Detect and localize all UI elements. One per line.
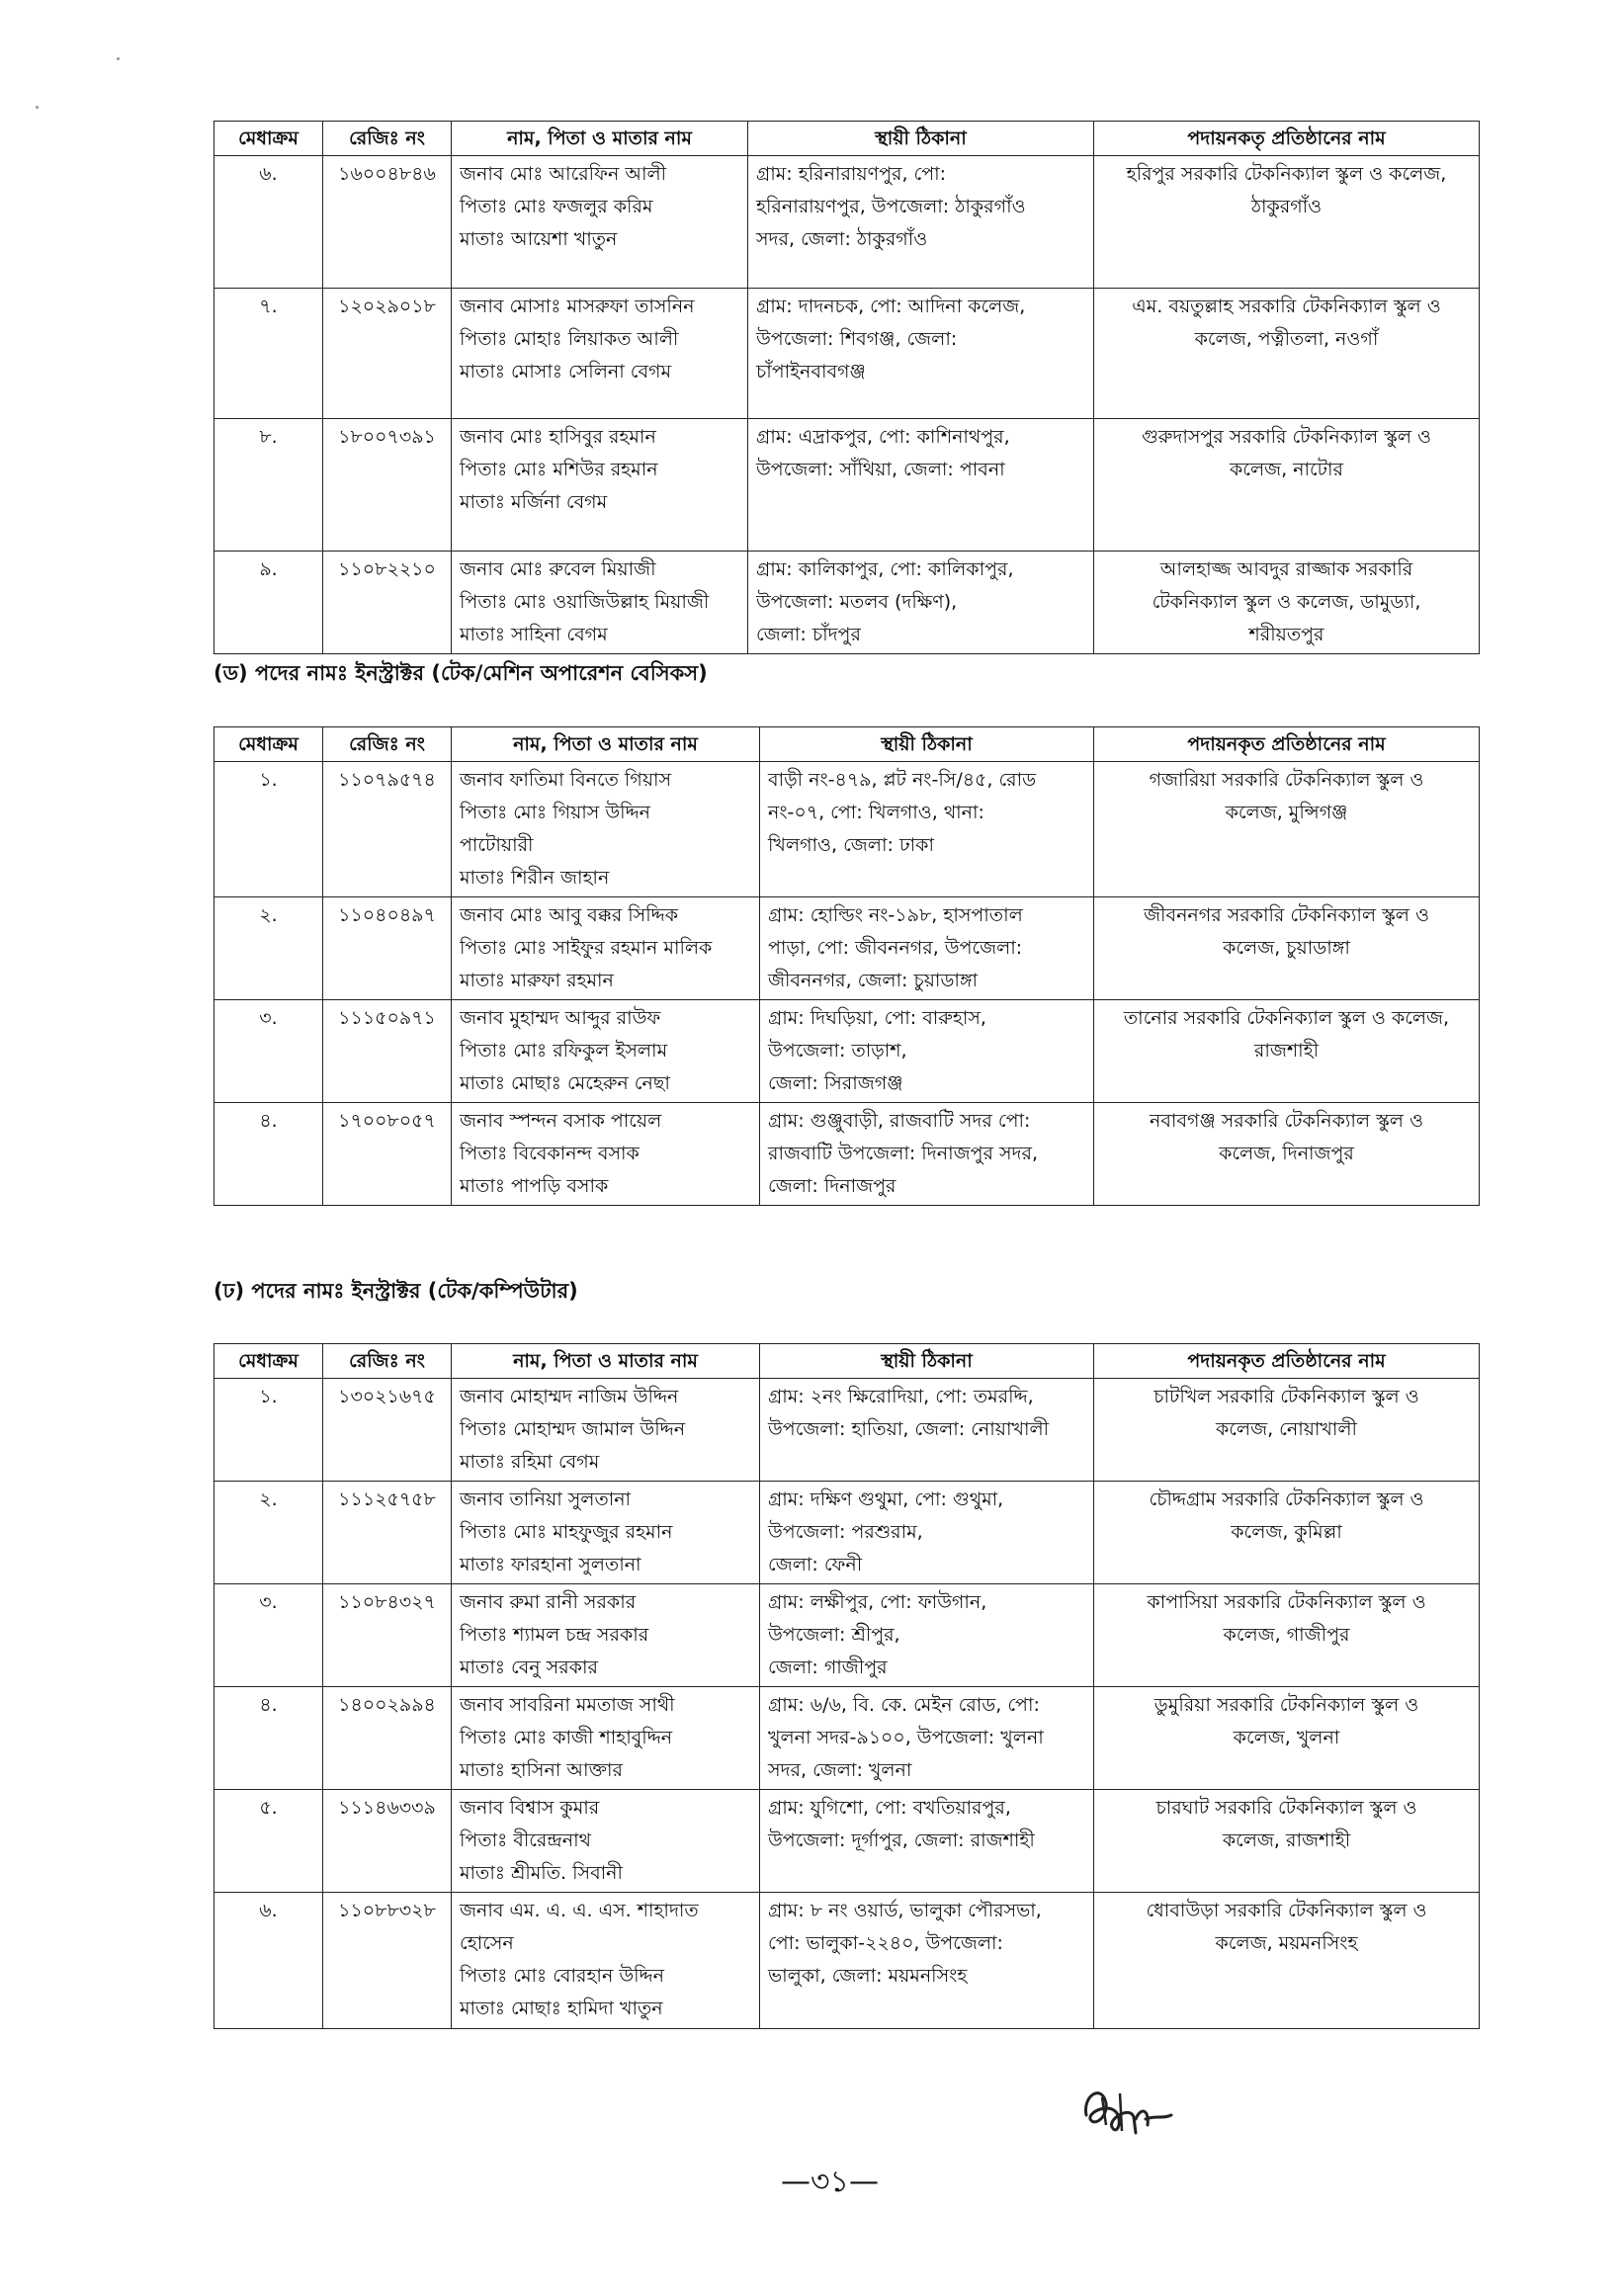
serial-cell: ৭.: [214, 289, 323, 419]
address-cell: [748, 289, 1094, 419]
name-cell: [452, 1103, 760, 1206]
name-cell-line: মাতাঃ পাপড়ি বসাক: [460, 1175, 609, 1197]
serial-cell: ২.: [214, 897, 323, 1000]
col-name-header: নাম, পিতা ও মাতার নাম: [452, 727, 760, 762]
name-cell-line: মাতাঃ হাসিনা আক্তার: [460, 1759, 623, 1781]
name-cell: [452, 419, 748, 552]
institute-cell-line: কলেজ, ময়মনসিংহ: [1215, 1932, 1358, 1954]
institute-cell: [1094, 1000, 1480, 1103]
name-cell-line: মাতাঃ মোছাঃ মেহেরুন নেছা: [460, 1072, 670, 1094]
signature-icon: [1072, 2076, 1181, 2145]
name-cell-line: জনাব মোসাঃ মাসরুফা তাসনিন: [460, 296, 695, 317]
institute-cell: [1094, 419, 1480, 552]
institute-cell-line: আলহাজ্জ আবদুর রাজ্জাক সরকারি: [1159, 558, 1413, 580]
name-cell-line: পিতাঃ মোঃ গিয়াস উদ্দিন: [460, 802, 651, 823]
address-cell: [760, 1687, 1094, 1790]
section2-heading: (ড) পদের নামঃ ইনস্ট্রাক্টর (টেক/মেশিন অপারেশন বেসিকস): [214, 661, 708, 685]
reg-number-cell: ১১০৮২২১০: [323, 552, 452, 654]
table-row: [214, 1790, 1480, 1893]
address-cell-line: গ্রাম: হরিনারায়ণপুর, পো:: [756, 163, 947, 185]
name-cell-line: পিতাঃ মোঃ মাহফুজুর রহমান: [460, 1521, 673, 1543]
scan-speck: [117, 57, 120, 60]
reg-number-cell: ১১১৫০৯৭১: [323, 1000, 452, 1103]
name-cell-line: মাতাঃ বেনু সরকার: [460, 1657, 598, 1678]
institute-cell-line: ধোবাউড়া সরকারি টেকনিক্যাল স্কুল ও: [1146, 1900, 1427, 1921]
name-cell-line: মাতাঃ ফারহানা সুলতানা: [460, 1554, 641, 1575]
address-cell-line: গ্রাম: দাদনচক, পো: আদিনা কলেজ,: [756, 296, 1026, 317]
address-cell-line: গ্রাম: ২নং ক্ষিরোদিয়া, পো: তমরদ্দি,: [768, 1386, 1034, 1407]
name-cell-line: পিতাঃ মোঃ কাজী শাহাবুদ্দিন: [460, 1727, 673, 1748]
name-cell-line: মাতাঃ মারুফা রহমান: [460, 970, 614, 991]
address-cell-line: খুলনা সদর-৯১০০, উপজেলা: খুলনা: [768, 1727, 1044, 1748]
name-cell-line: পিতাঃ বিবেকানন্দ বসাক: [460, 1143, 640, 1164]
serial-cell: ১.: [214, 762, 323, 897]
name-cell-line: মাতাঃ আয়েশা খাতুন: [460, 228, 618, 250]
name-cell-line: জনাব মোঃ আবু বক্কর সিদ্দিক: [460, 904, 679, 926]
address-cell: [760, 1893, 1094, 2029]
name-cell-line: জনাব সাবরিনা মমতাজ সাথী: [460, 1694, 675, 1716]
serial-cell: ৬.: [214, 1893, 323, 2029]
address-cell-line: গ্রাম: লক্ষীপুর, পো: ফাউগান,: [768, 1591, 987, 1613]
address-cell-line: নং-০৭, পো: খিলগাও, থানা:: [768, 802, 984, 823]
reg-number-cell: ১৪০০২৯৯৪: [323, 1687, 452, 1790]
institute-cell-line: নবাবগঞ্জ সরকারি টেকনিক্যাল স্কুল ও: [1150, 1110, 1423, 1132]
table-header-row: [214, 122, 1480, 156]
address-cell-line: রাজবাটি উপজেলা: দিনাজপুর সদর,: [768, 1143, 1038, 1164]
name-cell-line: জনাব বিশ্বাস কুমার: [460, 1797, 600, 1819]
address-cell-line: গ্রাম: যুগিশো, পো: বখতিয়ারপুর,: [768, 1797, 1011, 1819]
address-cell-line: উপজেলা: তাড়াশ,: [768, 1040, 907, 1062]
institute-cell-line: ডুমুরিয়া সরকারি টেকনিক্যাল স্কুল ও: [1153, 1694, 1419, 1716]
institute-cell: [1094, 1103, 1480, 1206]
institute-cell-line: তানোর সরকারি টেকনিক্যাল স্কুল ও কলেজ,: [1123, 1007, 1450, 1029]
address-cell-line: জেলা: চাঁদপুর: [756, 624, 861, 645]
name-cell-line: পিতাঃ শ্যামল চন্দ্র সরকার: [460, 1624, 649, 1646]
name-cell-line: হোসেন: [460, 1932, 514, 1954]
address-cell: [760, 1103, 1094, 1206]
institute-cell-line: টেকনিক্যাল স্কুল ও কলেজ, ডামুড্যা,: [1152, 591, 1421, 613]
reg-number-cell: ১১১২৫৭৫৮: [323, 1482, 452, 1584]
institute-cell-line: কলেজ, খুলনা: [1233, 1727, 1340, 1748]
serial-cell: ১.: [214, 1379, 323, 1482]
institute-cell: [1094, 897, 1480, 1000]
name-cell-line: মাতাঃ শিরীন জাহান: [460, 867, 610, 889]
institute-cell-line: কলেজ, কুমিল্লা: [1231, 1521, 1342, 1543]
address-cell-line: গ্রাম: ৮ নং ওয়ার্ড, ভালুকা পৌরসভা,: [768, 1900, 1042, 1921]
name-cell-line: জনাব মোহাম্মদ নাজিম উদ্দিন: [460, 1386, 679, 1407]
address-cell-line: উপজেলা: হাতিয়া, জেলা: নোয়াখালী: [768, 1418, 1050, 1440]
name-cell-line: জনাব মোঃ রুবেল মিয়াজী: [460, 558, 656, 580]
table-row: [214, 1379, 1480, 1482]
name-cell-line: মাতাঃ মোসাঃ সেলিনা বেগম: [460, 361, 672, 383]
institute-cell-line: চারঘাট সরকারি টেকনিক্যাল স্কুল ও: [1155, 1797, 1417, 1819]
address-cell-line: জেলা: দিনাজপুর: [768, 1175, 897, 1197]
address-cell-line: জীবননগর, জেলা: চুয়াডাঙ্গা: [768, 970, 979, 991]
col-address-header: স্থায়ী ঠিকানা: [760, 1344, 1094, 1379]
institute-cell-line: কলেজ, চুয়াডাঙ্গা: [1223, 937, 1350, 959]
institute-cell-line: কলেজ, নাটোর: [1230, 459, 1343, 480]
reg-number-cell: ১৩০২১৬৭৫: [323, 1379, 452, 1482]
reg-number-cell: ১১১৪৬৩৩৯: [323, 1790, 452, 1893]
name-cell-line: জনাব তানিয়া সুলতানা: [460, 1488, 632, 1510]
section2-table: [214, 726, 1480, 1206]
name-cell-line: পিতাঃ মোঃ ফজলুর করিম: [460, 196, 653, 217]
table-header-row: [214, 1344, 1480, 1379]
name-cell-line: জনাব ফাতিমা বিনতে গিয়াস: [460, 769, 672, 791]
table-row: [214, 1482, 1480, 1584]
reg-number-cell: ১১০৭৯৫৭৪: [323, 762, 452, 897]
address-cell-line: গ্রাম: ৬/৬, বি. কে. মেইন রোড, পো:: [768, 1694, 1040, 1716]
table-row: [214, 762, 1480, 897]
col-institute-header: পদায়নকতৃ প্রতিষ্ঠানের নাম: [1094, 122, 1480, 156]
table-row: [214, 897, 1480, 1000]
reg-number-cell: ১২০২৯০১৮: [323, 289, 452, 419]
institute-cell-line: কলেজ, নোয়াখালী: [1215, 1418, 1357, 1440]
name-cell-line: পাটোয়ারী: [460, 834, 534, 856]
institute-cell-line: চাটখিল সরকারি টেকনিক্যাল স্কুল ও: [1153, 1386, 1419, 1407]
institute-cell: [1094, 156, 1480, 289]
col-address-header: স্থায়ী ঠিকানা: [748, 122, 1094, 156]
name-cell-line: পিতাঃ মোঃ রফিকুল ইসলাম: [460, 1040, 668, 1062]
institute-cell: [1094, 1893, 1480, 2029]
section3-table: [214, 1343, 1480, 2029]
table-row: [214, 1584, 1480, 1687]
scan-speck: [36, 106, 39, 109]
address-cell: [760, 1000, 1094, 1103]
institute-cell-line: কলেজ, পত্নীতলা, নওগাঁ: [1194, 328, 1379, 350]
institute-cell-line: কলেজ, মুন্সিগঞ্জ: [1225, 802, 1348, 823]
serial-cell: ৩.: [214, 1584, 323, 1687]
name-cell-line: মাতাঃ শ্রীমতি. সিবানী: [460, 1862, 623, 1884]
institute-cell: [1094, 552, 1480, 654]
table-header-row: [214, 727, 1480, 762]
table-row: [214, 1103, 1480, 1206]
address-cell-line: খিলগাও, জেলা: ঢাকা: [768, 834, 934, 856]
institute-cell: [1094, 762, 1480, 897]
address-cell-line: উপজেলা: পরশুরাম,: [768, 1521, 923, 1543]
serial-cell: ৬.: [214, 156, 323, 289]
address-cell-line: উপজেলা: শিবগঞ্জ, জেলা:: [756, 328, 958, 350]
table-row: [214, 1000, 1480, 1103]
name-cell: [452, 1687, 760, 1790]
name-cell-line: জনাব স্পন্দন বসাক পায়েল: [460, 1110, 662, 1132]
reg-number-cell: ১৭০০৮০৫৭: [323, 1103, 452, 1206]
address-cell-line: গ্রাম: এদ্রাকপুর, পো: কাশিনাথপুর,: [756, 426, 1010, 448]
name-cell-line: জনাব মোঃ আরেফিন আলী: [460, 163, 667, 185]
institute-cell-line: কলেজ, গাজীপুর: [1223, 1624, 1350, 1646]
address-cell-line: গ্রাম: দক্ষিণ গুথুমা, পো: গুথুমা,: [768, 1488, 1004, 1510]
address-cell-line: জেলা: সিরাজগঞ্জ: [768, 1072, 903, 1094]
address-cell-line: জেলা: গাজীপুর: [768, 1657, 888, 1678]
name-cell-line: জনাব মোঃ হাসিবুর রহমান: [460, 426, 656, 448]
address-cell-line: উপজেলা: দূর্গাপুর, জেলা: রাজশাহী: [768, 1829, 1035, 1851]
name-cell-line: পিতাঃ মোঃ ওয়াজিউল্লাহ মিয়াজী: [460, 591, 710, 613]
address-cell-line: উপজেলা: শ্রীপুর,: [768, 1624, 900, 1646]
name-cell-line: পিতাঃ মোঃ বোরহান উদ্দিন: [460, 1965, 664, 1987]
address-cell-line: বাড়ী নং-৪৭৯, প্লট নং-সি/৪৫, রোড: [768, 769, 1037, 791]
name-cell-line: জনাব রুমা রানী সরকার: [460, 1591, 637, 1613]
col-serial-header: মেধাক্রম: [214, 727, 323, 762]
institute-cell-line: কাপাসিয়া সরকারি টেকনিক্যাল স্কুল ও: [1147, 1591, 1426, 1613]
reg-number-cell: ১৮০০৭৩৯১: [323, 419, 452, 552]
address-cell-line: সদর, জেলা: খুলনা: [768, 1759, 912, 1781]
address-cell-line: জেলা: ফেনী: [768, 1554, 863, 1575]
serial-cell: ২.: [214, 1482, 323, 1584]
name-cell: [452, 762, 760, 897]
address-cell-line: গ্রাম: দিঘড়িয়া, পো: বারুহাস,: [768, 1007, 986, 1029]
reg-number-cell: ১১০৮৪৩২৭: [323, 1584, 452, 1687]
name-cell: [452, 156, 748, 289]
reg-number-cell: ১১০৮৮৩২৮: [323, 1893, 452, 2029]
institute-cell-line: ঠাকুরগাঁও: [1250, 196, 1323, 217]
serial-cell: ৩.: [214, 1000, 323, 1103]
institute-cell-line: গুরুদাসপুর সরকারি টেকনিক্যাল স্কুল ও: [1141, 426, 1432, 448]
name-cell: [452, 1379, 760, 1482]
address-cell-line: উপজেলা: মতলব (দক্ষিণ),: [756, 591, 958, 613]
name-cell: [452, 1000, 760, 1103]
col-serial-header: মেধাক্রম: [214, 1344, 323, 1379]
serial-cell: ৫.: [214, 1790, 323, 1893]
name-cell: [452, 1482, 760, 1584]
serial-cell: ৪.: [214, 1687, 323, 1790]
address-cell: [760, 1379, 1094, 1482]
address-cell: [760, 762, 1094, 897]
institute-cell: [1094, 1687, 1480, 1790]
reg-number-cell: ১৬০০৪৮৪৬: [323, 156, 452, 289]
name-cell: [452, 552, 748, 654]
address-cell-line: সদর, জেলা: ঠাকুরগাঁও: [756, 228, 928, 250]
col-reg-header: রেজিঃ নং: [323, 122, 452, 156]
address-cell-line: গ্রাম: হোল্ডিং নং-১৯৮, হাসপাতাল: [768, 904, 1023, 926]
name-cell-line: মাতাঃ মর্জিনা বেগম: [460, 491, 608, 513]
col-institute-header: পদায়নকৃত প্রতিষ্ঠানের নাম: [1094, 1344, 1480, 1379]
address-cell: [760, 1790, 1094, 1893]
name-cell: [452, 1584, 760, 1687]
institute-cell: [1094, 1790, 1480, 1893]
name-cell-line: পিতাঃ মোহাম্মদ জামাল উদ্দিন: [460, 1418, 686, 1440]
name-cell-line: মাতাঃ মোছাঃ হামিদা খাতুন: [460, 1998, 663, 2019]
address-cell-line: পাড়া, পো: জীবননগর, উপজেলা:: [768, 937, 1023, 959]
table-row: [214, 552, 1480, 654]
name-cell-line: পিতাঃ মোহাঃ লিয়াকত আলী: [460, 328, 679, 350]
table-row: [214, 1893, 1480, 2029]
address-cell: [760, 897, 1094, 1000]
address-cell-line: পো: ভালুকা-২২৪০, উপজেলা:: [768, 1932, 1003, 1954]
table-row: [214, 156, 1480, 289]
name-cell-line: মাতাঃ সাহিনা বেগম: [460, 624, 608, 645]
table-row: [214, 419, 1480, 552]
institute-cell: [1094, 1482, 1480, 1584]
address-cell-line: চাঁপাইনবাবগঞ্জ: [756, 361, 866, 383]
institute-cell: [1094, 1584, 1480, 1687]
institute-cell-line: চৌদ্দগ্রাম সরকারি টেকনিক্যাল স্কুল ও: [1149, 1488, 1424, 1510]
table-row: [214, 1687, 1480, 1790]
institute-cell-line: এম. বয়তুল্লাহ সরকারি টেকনিক্যাল স্কুল ও: [1132, 296, 1441, 317]
address-cell: [760, 1482, 1094, 1584]
col-reg-header: রেজিঃ নং: [323, 1344, 452, 1379]
name-cell-line: মাতাঃ রহিমা বেগম: [460, 1451, 600, 1473]
name-cell-line: পিতাঃ মোঃ সাইফুর রহমান মালিক: [460, 937, 713, 959]
col-name-header: নাম, পিতা ও মাতার নাম: [452, 122, 748, 156]
table-row: [214, 289, 1480, 419]
institute-cell: [1094, 1379, 1480, 1482]
address-cell: [760, 1584, 1094, 1687]
name-cell: [452, 289, 748, 419]
name-cell: [452, 897, 760, 1000]
col-reg-header: রেজিঃ নং: [323, 727, 452, 762]
col-name-header: নাম, পিতা ও মাতার নাম: [452, 1344, 760, 1379]
institute-cell-line: শরীয়তপুর: [1248, 624, 1324, 645]
address-cell-line: হরিনারায়ণপুর, উপজেলা: ঠাকুরগাঁও: [756, 196, 1026, 217]
address-cell-line: গ্রাম: গুঞ্জুবাড়ী, রাজবাটি সদর পো:: [768, 1110, 1031, 1132]
address-cell-line: ভালুকা, জেলা: ময়মনসিংহ: [768, 1965, 968, 1987]
institute-cell-line: কলেজ, রাজশাহী: [1222, 1829, 1351, 1851]
section3-heading: (ঢ) পদের নামঃ ইনস্ট্রাক্টর (টেক/কম্পিউটার): [214, 1279, 578, 1303]
name-cell-line: জনাব এম. এ. এ. এস. শাহাদাত: [460, 1900, 699, 1921]
address-cell: [748, 156, 1094, 289]
institute-cell-line: জীবননগর সরকারি টেকনিক্যাল স্কুল ও: [1144, 904, 1429, 926]
address-cell-line: উপজেলা: সাঁথিয়া, জেলা: পাবনা: [756, 459, 1005, 480]
reg-number-cell: ১১০৪০৪৯৭: [323, 897, 452, 1000]
name-cell-line: পিতাঃ মোঃ মশিউর রহমান: [460, 459, 658, 480]
name-cell-line: পিতাঃ বীরেন্দ্রনাথ: [460, 1829, 591, 1851]
institute-cell-line: রাজশাহী: [1253, 1040, 1320, 1062]
address-cell-line: গ্রাম: কালিকাপুর, পো: কালিকাপুর,: [756, 558, 1014, 580]
col-serial-header: মেধাক্রম: [214, 122, 323, 156]
institute-cell-line: গজারিয়া সরকারি টেকনিক্যাল স্কুল ও: [1149, 769, 1424, 791]
serial-cell: ৪.: [214, 1103, 323, 1206]
serial-cell: ৮.: [214, 419, 323, 552]
name-cell-line: জনাব মুহাম্মদ আব্দুর রাউফ: [460, 1007, 661, 1029]
institute-cell-line: কলেজ, দিনাজপুর: [1219, 1143, 1354, 1164]
name-cell: [452, 1790, 760, 1893]
institute-cell-line: হরিপুর সরকারি টেকনিক্যাল স্কুল ও কলেজ,: [1126, 163, 1447, 185]
address-cell: [748, 419, 1094, 552]
name-cell: [452, 1893, 760, 2029]
address-cell: [748, 552, 1094, 654]
col-address-header: স্থায়ী ঠিকানা: [760, 727, 1094, 762]
serial-cell: ৯.: [214, 552, 323, 654]
col-institute-header: পদায়নকৃত প্রতিষ্ঠানের নাম: [1094, 727, 1480, 762]
section1-table: [214, 121, 1480, 654]
institute-cell: [1094, 289, 1480, 419]
page-number: —৩১—: [781, 2165, 879, 2199]
